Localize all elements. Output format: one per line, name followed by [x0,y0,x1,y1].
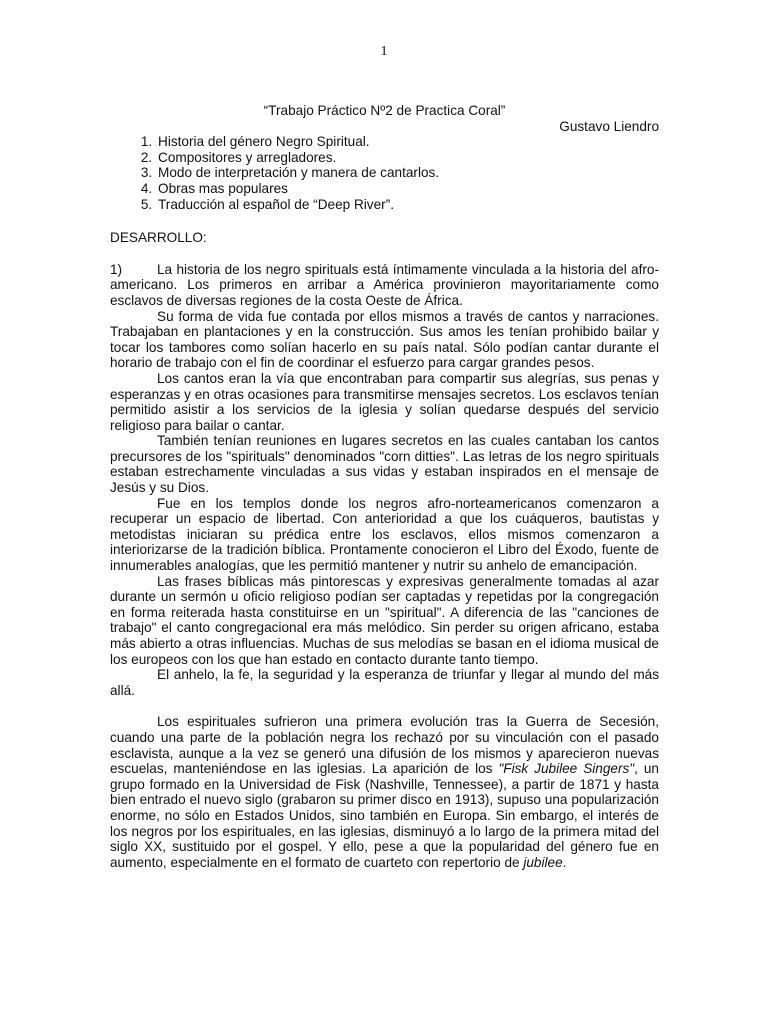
paragraph: El anhelo, la fe, la seguridad y la esperanza de triunfar y llegar al mundo del más allá. [110,667,659,698]
paragraph-text: . [562,854,567,870]
paragraph: Su forma de vida fue contada por ellos mismos a través de cantos y narraciones. Trabajaban en plantaciones y en la construcción. Sus amos les tenían prohibido bailar y tocar los tambores como solían hacerlo en su país natal. Sólo podían cantar durante el horario de trabajo con el fin de coordinar el esfuerzo para cargar grandes pesos. [110,308,659,371]
paragraph-text: La historia de los negro spirituals está íntimamente vinculada a la historia del afro-americano. Los primeros en arribar a América provinieron mayoritariamente como esclavos de diversas regiones de la costa Oeste de África. [110,261,659,308]
section-heading: DESARROLLO: [110,230,207,246]
emphasis-text: jubilee [523,854,563,870]
paragraph: También tenían reuniones en lugares secretos en las cuales cantaban los cantos precursores de los "spirituals" denominados "corn ditties". Las letras de los negro spirituals estaban estrechamente vinculadas a sus vidas y estaban inspirados en el mensaje de Jesús y su Dios. [110,433,659,496]
topic-list [110,134,659,212]
list-item: 4. Obras mas populares [156,181,659,197]
list-item: 2. Compositores y arregladores. [156,150,659,166]
list-item: 5. Traducción al español de “Deep River”. [156,197,659,213]
list-item: 3. Modo de interpretación y manera de cantarlos. [156,165,659,181]
section-number: 1) [110,261,123,277]
author-name: Gustavo Liendro [559,118,659,134]
paragraph: Fue en los templos donde los negros afro-norteamericanos comenzaron a recuperar un espacio de libertad. Con anterioridad a que los cuáqueros, bautistas y metodistas iniciaran su prédica entre los esclavos, ellos mismos comenzaron a interiorizarse de la tradición bíblica. Prontamente conocieron el Libro del Éxodo, fuente de innumerables analogías, que les permitió mantener y nutrir su anhelo de emancipación. [110,495,659,574]
list-item: 1. Historia del género Negro Spiritual. [156,134,659,150]
paragraph-text: Los espirituales sufrieron una primera evolución tras la Guerra de Secesión, cuando una parte de la población negra los rechazó por su vinculación con el pasado esclavista, aunque a la vez se generó una difusión de los mismos y aparecieron nuevas escuelas, manteniéndose en las iglesias. La aparición de los [110,714,659,777]
paragraph: Los cantos eran la vía que encontraban para compartir sus alegrías, sus penas y esperanzas y en otras ocasiones para transmitirse mensajes secretos. Los esclavos tenían permitido asistir a los servicios de la iglesia y solían quedarse después del servicio religioso para bailar o cantar. [110,370,659,433]
paragraph [110,262,659,309]
document-body [110,103,659,870]
emphasis-text: "Fisk Jubilee Singers" [498,761,635,777]
paragraph [110,714,659,870]
page-number: 1 [380,44,388,59]
paragraph: Las frases bíblicas más pintorescas y expresivas generalmente tomadas al azar durante un sermón u oficio religioso podían ser captadas y repetidas por la congregación en forma reiterada hasta constituirse en un "spiritual". A diferencia de las "canciones de trabajo" el canto congregacional era más melódico. Sin perder su origen africano, estaba más abierto a otras influencias. Muchas de sus melodías se basan en el idioma musical de los europeos con los que han estado en contacto durante tanto tiempo. [110,573,659,667]
document-title: “Trabajo Práctico Nº2 de Practica Coral” [263,103,506,118]
paragraph-text: , un grupo formado en la Universidad de Fisk (Nashville, Tennessee), a partir de 1871 y hasta bien entrado el nuevo siglo (grabaron su primer disco en 1913), supuso una popularización enorme, no sólo en Estados Unidos, sino también en Europa. Sin embargo, el interés de los negros por los espirituales, en las iglesias, disminuyó a lo largo de la primera mitad del siglo XX, sustituido por el gospel. Y ello, pese a que la popularidad del género fue en aumento, especialmente en el formato de cuarteto con repertorio de [110,761,659,870]
